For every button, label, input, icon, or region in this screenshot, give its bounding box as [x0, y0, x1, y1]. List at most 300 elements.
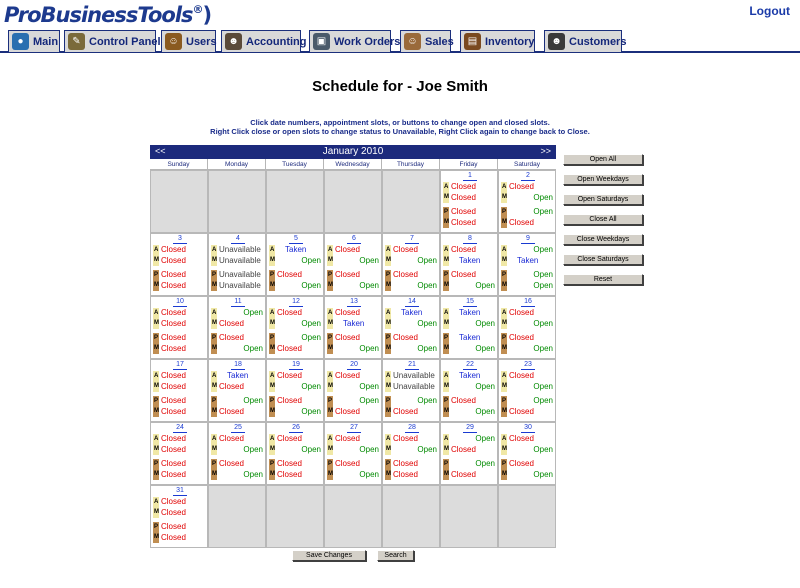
pm-label[interactable] [501, 270, 507, 291]
appointment-slot[interactable]: Closed [393, 434, 418, 443]
period-letter: P [270, 461, 275, 467]
period-letter: M [328, 383, 333, 389]
pm-block [153, 333, 205, 354]
open-all-button[interactable]: Open All [563, 154, 643, 165]
appointment-slot[interactable]: Open [533, 445, 553, 454]
appointment-slot[interactable]: Closed [451, 182, 476, 191]
day-number-link[interactable]: 13 [347, 298, 361, 307]
appointment-slot[interactable]: Closed [393, 470, 418, 479]
appointment-slot[interactable]: Open [475, 344, 495, 353]
appointment-slot[interactable]: Closed [335, 434, 360, 443]
appointment-slot[interactable]: Closed [277, 470, 302, 479]
am-label[interactable] [269, 308, 275, 329]
period-letter: M [212, 383, 217, 389]
appointment-slot[interactable]: Taken [343, 319, 365, 328]
next-month-button[interactable]: >> [540, 146, 551, 156]
period-letter: M [154, 509, 159, 515]
am-label[interactable] [443, 182, 449, 203]
open-saturdays-button[interactable]: Open Saturdays [563, 194, 643, 205]
appointment-slot[interactable]: Open [417, 344, 437, 353]
appointment-slot[interactable]: Unavailable [219, 281, 261, 290]
appointment-slot[interactable]: Closed [161, 270, 186, 279]
calendar-month-title: January 2010 [322, 146, 384, 157]
appointment-slot[interactable]: Open [417, 396, 437, 405]
pm-label[interactable] [385, 459, 391, 480]
appointment-slot[interactable]: Closed [451, 193, 476, 202]
am-block [443, 371, 495, 392]
am-label[interactable] [153, 245, 159, 266]
tab-work-orders[interactable] [309, 30, 401, 52]
day-number-link[interactable]: 15 [463, 298, 477, 307]
appointment-slot[interactable]: Open [533, 281, 553, 290]
appointment-slot[interactable]: Closed [277, 459, 302, 468]
pm-label[interactable] [153, 396, 159, 417]
appointment-slot[interactable]: Open [243, 470, 263, 479]
pm-block [153, 522, 205, 543]
close-saturdays-button[interactable]: Close Saturdays [563, 254, 643, 265]
appointment-slot[interactable]: Closed [219, 434, 244, 443]
am-label[interactable] [327, 371, 333, 392]
appointment-slot[interactable]: Open [243, 308, 263, 317]
appointment-slot[interactable]: Closed [335, 270, 360, 279]
appointment-slot[interactable]: Closed [335, 371, 360, 380]
am-label[interactable] [269, 245, 275, 266]
am-block [443, 182, 495, 203]
appointment-slot[interactable]: Closed [335, 407, 360, 416]
am-label[interactable] [385, 371, 391, 392]
period-letter: M [212, 471, 217, 477]
day-number-link[interactable]: 10 [173, 298, 187, 307]
appointment-slot[interactable]: Closed [161, 508, 186, 517]
day-number-link[interactable]: 6 [347, 235, 361, 244]
appointment-slot[interactable]: Closed [161, 470, 186, 479]
open-weekdays-button[interactable]: Open Weekdays [563, 174, 643, 185]
calendar-week [150, 485, 556, 548]
appointment-slot[interactable]: Open [533, 193, 553, 202]
appointment-slot[interactable]: Closed [277, 434, 302, 443]
appointment-slot[interactable]: Open [301, 281, 321, 290]
am-block [443, 308, 495, 329]
appointment-slot[interactable]: Open [475, 382, 495, 391]
period-letter: M [444, 345, 449, 351]
appointment-slot[interactable]: Closed [509, 182, 534, 191]
appointment-slot[interactable]: Open [533, 245, 553, 254]
day-number-link[interactable]: 9 [521, 235, 535, 244]
pm-label[interactable] [501, 207, 507, 228]
pm-block [443, 396, 495, 417]
day-number-link[interactable]: 7 [405, 235, 419, 244]
search-button[interactable]: Search [377, 550, 414, 561]
pm-label[interactable] [443, 333, 449, 354]
appointment-slot[interactable]: Closed [161, 396, 186, 405]
close-all-button[interactable]: Close All [563, 214, 643, 225]
appointment-slot[interactable]: Closed [219, 382, 244, 391]
tab-customers[interactable] [544, 30, 627, 52]
appointment-slot[interactable]: Open [533, 382, 553, 391]
empty-day-cell [498, 485, 556, 548]
day-number-link[interactable]: 30 [521, 424, 535, 433]
appointment-slot[interactable]: Taken [459, 308, 481, 317]
appointment-slot[interactable]: Closed [161, 308, 186, 317]
appointment-slot[interactable]: Closed [393, 333, 418, 342]
appointment-slot[interactable]: Open [243, 396, 263, 405]
period-letter: P [328, 461, 333, 467]
day-number-link[interactable]: 11 [231, 298, 245, 307]
day-number-link[interactable]: 28 [405, 424, 419, 433]
am-label[interactable] [385, 434, 391, 455]
appointment-slot[interactable]: Closed [277, 270, 302, 279]
appointment-slot[interactable]: Closed [509, 434, 534, 443]
appointment-slot[interactable]: Open [301, 319, 321, 328]
appointment-slot[interactable]: Closed [161, 281, 186, 290]
am-label[interactable] [385, 308, 391, 329]
period-letter: M [328, 282, 333, 288]
pm-label[interactable] [269, 396, 275, 417]
day-number-link[interactable]: 27 [347, 424, 361, 433]
day-number-link[interactable]: 5 [289, 235, 303, 244]
appointment-slot[interactable]: Closed [393, 270, 418, 279]
appointment-slot[interactable]: Open [533, 319, 553, 328]
weekday-friday: Friday [440, 159, 498, 169]
am-label[interactable] [269, 371, 275, 392]
day-number-link[interactable]: 25 [231, 424, 245, 433]
pm-label[interactable] [269, 270, 275, 291]
tab-inventory[interactable] [460, 30, 535, 52]
appointment-slot[interactable]: Closed [219, 407, 244, 416]
appointment-slot[interactable]: Closed [161, 344, 186, 353]
appointment-slot[interactable]: Closed [277, 344, 302, 353]
appointment-slot[interactable]: Closed [451, 207, 476, 216]
appointment-slot[interactable]: Open [243, 344, 263, 353]
am-block [153, 308, 205, 329]
period-letter: P [270, 272, 275, 278]
pm-label[interactable] [211, 270, 217, 291]
appointment-slot[interactable]: Taken [285, 245, 307, 254]
appointment-slot[interactable]: Open [417, 319, 437, 328]
appointment-slot[interactable]: Closed [335, 459, 360, 468]
pm-label[interactable] [443, 270, 449, 291]
pm-block [153, 270, 205, 291]
appointment-slot[interactable]: Closed [509, 371, 534, 380]
reset-button[interactable]: Reset [563, 274, 643, 285]
appointment-slot[interactable]: Open [475, 459, 495, 468]
pm-label[interactable] [153, 270, 159, 291]
save-changes-button[interactable]: Save Changes [292, 550, 366, 561]
appointment-slot[interactable]: Taken [459, 256, 481, 265]
calendar-week [150, 296, 556, 359]
appointment-slot[interactable]: Closed [335, 245, 360, 254]
appointment-slot[interactable]: Closed [219, 459, 244, 468]
pm-block [385, 396, 437, 417]
calendar-week [150, 422, 556, 485]
appointment-slot[interactable]: Open [533, 270, 553, 279]
pm-label[interactable] [385, 270, 391, 291]
appointment-slot[interactable]: Closed [451, 445, 476, 454]
am-label[interactable] [153, 308, 159, 329]
day-number-link[interactable]: 1 [463, 172, 477, 181]
am-label[interactable] [269, 434, 275, 455]
period-letter: P [444, 209, 449, 215]
period-letter: M [386, 282, 391, 288]
pm-label[interactable] [211, 459, 217, 480]
appointment-slot[interactable]: Closed [509, 459, 534, 468]
am-label[interactable] [443, 434, 449, 455]
am-label[interactable] [211, 434, 217, 455]
appointment-slot[interactable]: Taken [227, 371, 249, 380]
pm-block [385, 459, 437, 480]
day-number-link[interactable]: 12 [289, 298, 303, 307]
day-number-link[interactable]: 4 [231, 235, 245, 244]
day-number-link[interactable]: 2 [521, 172, 535, 181]
day-number-link[interactable]: 16 [521, 298, 535, 307]
appointment-slot[interactable]: Open [533, 207, 553, 216]
logout-link[interactable]: Logout [749, 4, 790, 18]
appointment-slot[interactable]: Open [359, 382, 379, 391]
appointment-slot[interactable]: Closed [161, 256, 186, 265]
pm-label[interactable] [443, 459, 449, 480]
appointment-slot[interactable]: Open [301, 445, 321, 454]
appointment-slot[interactable]: Open [359, 281, 379, 290]
am-block [385, 371, 437, 392]
day-number-link[interactable]: 22 [463, 361, 477, 370]
day-number-link[interactable]: 31 [173, 487, 187, 496]
am-label[interactable] [211, 245, 217, 266]
appointment-slot[interactable]: Unavailable [219, 256, 261, 265]
appointment-slot[interactable]: Closed [393, 245, 418, 254]
pm-label[interactable] [501, 333, 507, 354]
am-label[interactable] [501, 182, 507, 203]
appointment-slot[interactable]: Closed [161, 407, 186, 416]
appointment-slot[interactable]: Open [475, 434, 495, 443]
am-block [501, 182, 553, 203]
period-letter: M [386, 383, 391, 389]
pm-label[interactable] [327, 459, 333, 480]
appointment-slot[interactable]: Open [533, 470, 553, 479]
pm-label[interactable] [327, 270, 333, 291]
am-block [385, 245, 437, 266]
appointment-slot[interactable]: Closed [451, 396, 476, 405]
day-cell [208, 359, 266, 422]
day-cell [382, 296, 440, 359]
pm-block [443, 459, 495, 480]
calendar-grid [150, 170, 556, 548]
am-label[interactable] [501, 245, 507, 266]
day-number-link[interactable]: 18 [231, 361, 245, 370]
day-cell [150, 359, 208, 422]
appointment-slot[interactable]: Closed [451, 245, 476, 254]
tab-label: Sales [425, 35, 454, 48]
am-label[interactable] [385, 245, 391, 266]
appointment-slot[interactable]: Taken [459, 333, 481, 342]
pm-label[interactable] [153, 459, 159, 480]
globe-icon: ● [12, 33, 29, 50]
tab-users[interactable] [161, 30, 216, 52]
period-letter: P [212, 398, 217, 404]
pm-label[interactable] [211, 396, 217, 417]
appointment-slot[interactable]: Open [359, 445, 379, 454]
am-label[interactable] [501, 371, 507, 392]
am-label[interactable] [327, 308, 333, 329]
period-letter: P [444, 272, 449, 278]
appointment-slot[interactable]: Closed [509, 218, 534, 227]
am-label[interactable] [211, 308, 217, 329]
am-label[interactable] [501, 434, 507, 455]
close-weekdays-button[interactable]: Close Weekdays [563, 234, 643, 245]
appointment-slot[interactable]: Open [533, 396, 553, 405]
am-label[interactable] [153, 497, 159, 518]
tab-control-panel[interactable] [64, 30, 161, 52]
appointment-slot[interactable]: Closed [451, 218, 476, 227]
weekday-saturday: Saturday [513, 161, 541, 168]
appointment-slot[interactable]: Taken [401, 308, 423, 317]
pm-label[interactable] [269, 459, 275, 480]
am-block [211, 245, 263, 266]
appointment-slot[interactable]: Open [417, 445, 437, 454]
day-number-link[interactable]: 20 [347, 361, 361, 370]
pm-block [443, 270, 495, 291]
am-label[interactable] [443, 308, 449, 329]
appointment-slot[interactable]: Closed [451, 470, 476, 479]
appointment-slot[interactable]: Open [359, 396, 379, 405]
pm-label[interactable] [153, 333, 159, 354]
appointment-slot[interactable]: Open [359, 344, 379, 353]
am-label[interactable] [501, 308, 507, 329]
appointment-slot[interactable]: Open [301, 407, 321, 416]
appointment-slot[interactable]: Open [475, 281, 495, 290]
appointment-slot[interactable]: Open [417, 256, 437, 265]
appointment-slot[interactable]: Closed [161, 533, 186, 542]
appointment-slot[interactable]: Taken [459, 371, 481, 380]
tab-sales[interactable] [400, 30, 454, 52]
period-letter: A [270, 373, 275, 379]
appointment-slot[interactable]: Taken [517, 256, 539, 265]
day-number-link[interactable]: 8 [463, 235, 477, 244]
am-label[interactable] [153, 434, 159, 455]
day-cell [208, 296, 266, 359]
day-number-link[interactable]: 17 [173, 361, 187, 370]
appointment-slot[interactable]: Closed [277, 396, 302, 405]
appointment-slot[interactable]: Closed [161, 522, 186, 531]
appointment-slot[interactable]: Closed [161, 371, 186, 380]
pm-label[interactable] [385, 333, 391, 354]
am-block [269, 371, 321, 392]
period-letter: M [444, 446, 449, 452]
appointment-slot[interactable]: Open [301, 333, 321, 342]
pm-label[interactable] [501, 396, 507, 417]
appointment-slot[interactable]: Closed [393, 407, 418, 416]
tab-main[interactable] [8, 30, 60, 52]
appointment-slot[interactable]: Closed [161, 319, 186, 328]
appointment-slot[interactable]: Closed [509, 308, 534, 317]
pm-label[interactable] [327, 333, 333, 354]
appointment-slot[interactable]: Open [359, 470, 379, 479]
period-letter: P [386, 335, 391, 341]
am-label[interactable] [327, 434, 333, 455]
appointment-slot[interactable]: Open [417, 281, 437, 290]
pm-label[interactable] [385, 396, 391, 417]
day-number-link[interactable]: 3 [173, 235, 187, 244]
instructions-line-1: Click date numbers, appointment slots, or buttons to change open and closed slots. [250, 118, 550, 127]
pm-label[interactable] [153, 522, 159, 543]
period-letter: A [270, 436, 275, 442]
tab-accounting[interactable] [221, 30, 307, 52]
appointment-slot[interactable]: Closed [161, 459, 186, 468]
appointment-slot[interactable]: Open [475, 407, 495, 416]
period-letter: M [328, 320, 333, 326]
am-label[interactable] [443, 371, 449, 392]
am-label[interactable] [211, 371, 217, 392]
appointment-slot[interactable]: Closed [161, 245, 186, 254]
period-letter: M [212, 282, 217, 288]
appointment-slot[interactable]: Open [301, 382, 321, 391]
am-label[interactable] [153, 371, 159, 392]
period-letter: A [212, 436, 217, 442]
am-label[interactable] [443, 245, 449, 266]
period-letter: P [328, 335, 333, 341]
day-number-link[interactable]: 14 [405, 298, 419, 307]
appointment-slot[interactable]: Open [301, 256, 321, 265]
appointment-slot[interactable]: Closed [335, 333, 360, 342]
appointment-slot[interactable]: Open [359, 256, 379, 265]
day-number-link[interactable]: 26 [289, 424, 303, 433]
appointment-slot[interactable]: Open [533, 344, 553, 353]
pm-label[interactable] [269, 333, 275, 354]
am-label[interactable] [327, 245, 333, 266]
period-letter: P [154, 335, 159, 341]
appointment-slot[interactable]: Open [475, 319, 495, 328]
appointment-slot[interactable]: Closed [219, 333, 244, 342]
pm-label[interactable] [327, 396, 333, 417]
day-number-link[interactable]: 24 [173, 424, 187, 433]
prev-month-button[interactable]: << [155, 146, 166, 156]
appointment-slot[interactable]: Closed [335, 308, 360, 317]
period-letter: A [444, 436, 449, 442]
appointment-slot[interactable]: Closed [451, 270, 476, 279]
appointment-slot[interactable]: Unavailable [219, 270, 261, 279]
am-block [327, 434, 379, 455]
appointment-slot[interactable]: Closed [161, 497, 186, 506]
pm-label[interactable] [443, 396, 449, 417]
appointment-slot[interactable]: Closed [277, 308, 302, 317]
appointment-slot[interactable]: Closed [509, 407, 534, 416]
appointment-slot[interactable]: Unavailable [393, 371, 435, 380]
am-block [153, 434, 205, 455]
period-letter: P [502, 398, 507, 404]
period-letter: M [444, 408, 449, 414]
pm-label[interactable] [501, 459, 507, 480]
appointment-slot[interactable]: Closed [161, 445, 186, 454]
appointment-slot[interactable]: Closed [161, 434, 186, 443]
appointment-slot[interactable]: Unavailable [219, 245, 261, 254]
pm-label[interactable] [211, 333, 217, 354]
period-letter: A [154, 373, 159, 379]
day-number-link[interactable]: 29 [463, 424, 477, 433]
day-number-link[interactable]: 21 [405, 361, 419, 370]
appointment-slot[interactable]: Closed [161, 333, 186, 342]
appointment-slot[interactable]: Closed [509, 333, 534, 342]
day-number-link[interactable]: 23 [521, 361, 535, 370]
pm-label[interactable] [443, 207, 449, 228]
appointment-slot[interactable]: Open [243, 445, 263, 454]
appointment-slot[interactable]: Unavailable [393, 382, 435, 391]
period-letter: M [328, 471, 333, 477]
appointment-slot[interactable]: Closed [393, 459, 418, 468]
appointment-slot[interactable]: Closed [161, 382, 186, 391]
day-number-link[interactable]: 19 [289, 361, 303, 370]
appointment-slot[interactable]: Closed [219, 319, 244, 328]
calendar-week [150, 233, 556, 296]
appointment-slot[interactable]: Closed [277, 371, 302, 380]
